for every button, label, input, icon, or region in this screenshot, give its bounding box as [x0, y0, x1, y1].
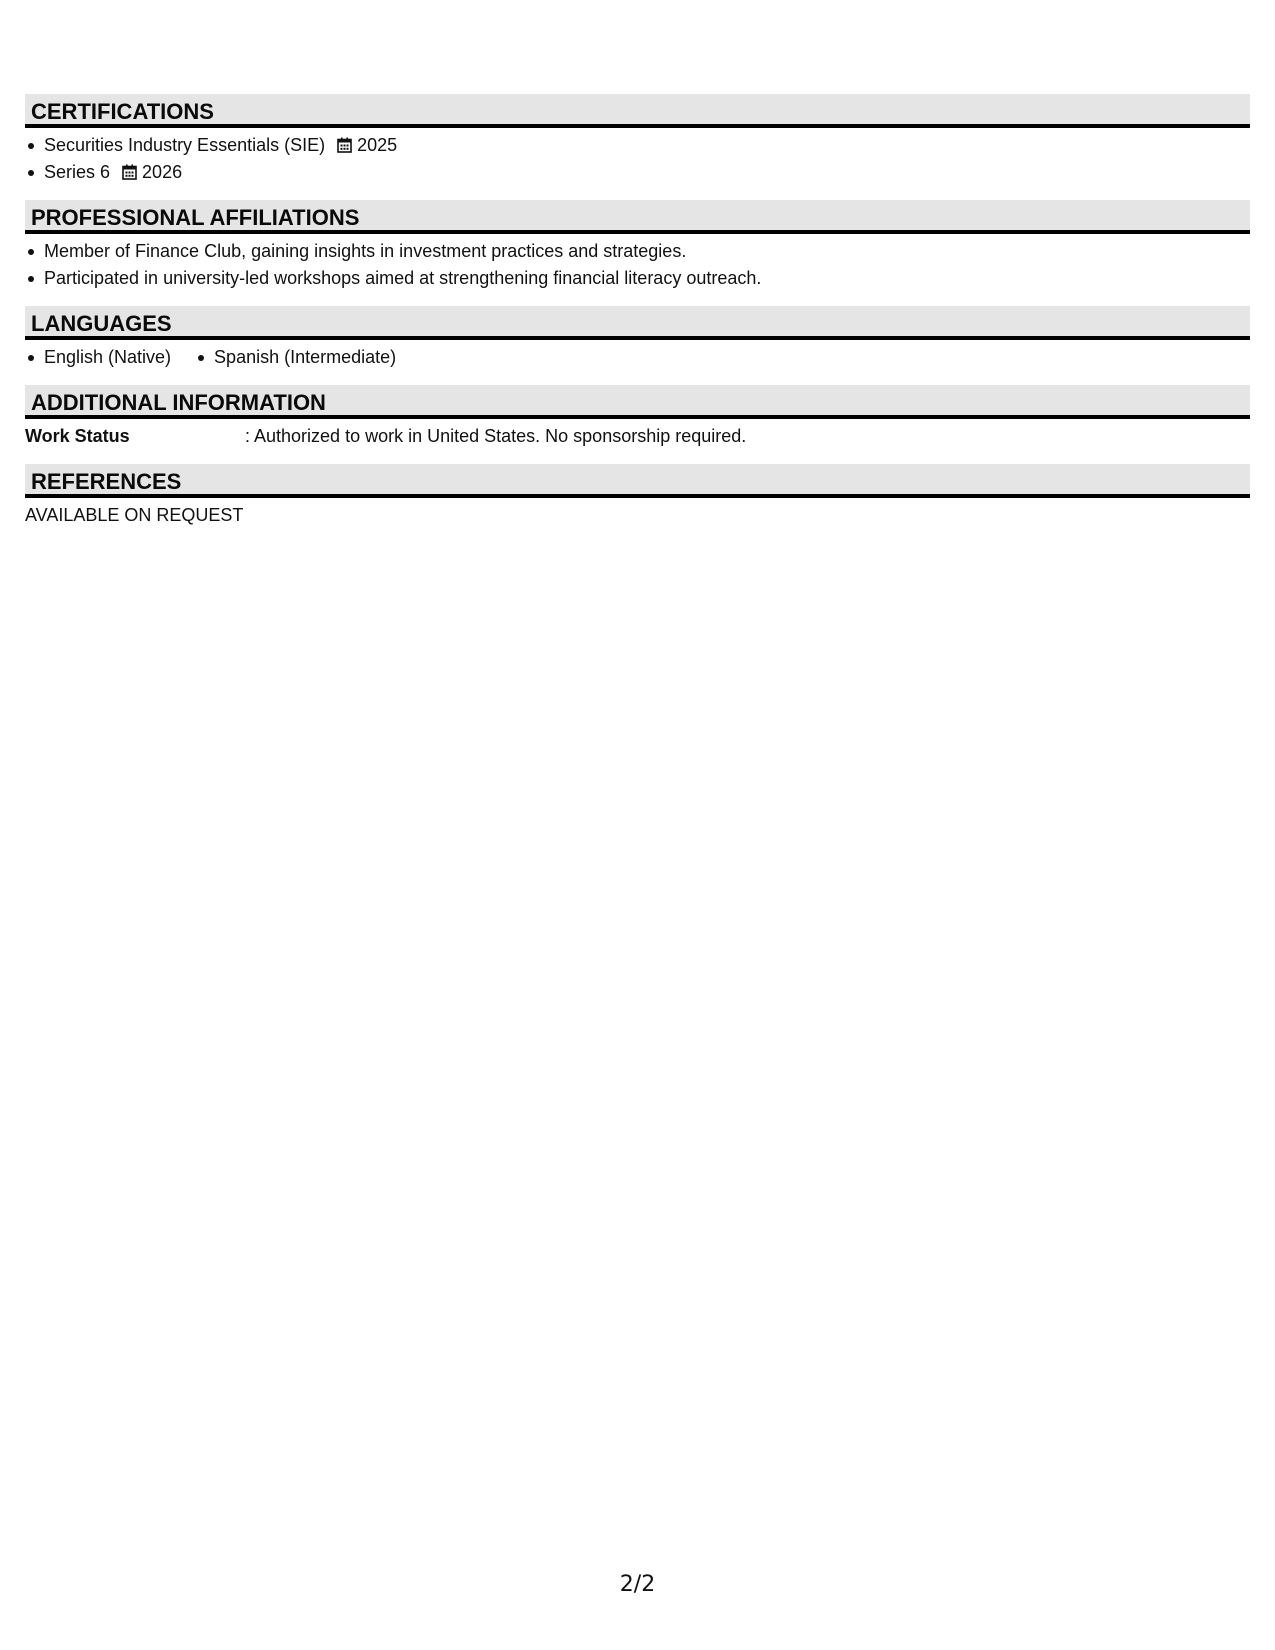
list-item: Spanish (Intermediate) [195, 344, 396, 371]
info-label: Work Status [25, 426, 130, 446]
section-header-languages: LANGUAGES [25, 306, 1250, 340]
affiliations-section [25, 200, 1250, 292]
additional-info-section [25, 385, 1250, 450]
certifications-list [25, 132, 1250, 186]
affiliations-list [25, 238, 1250, 292]
references-text: AVAILABLE ON REQUEST [25, 505, 244, 525]
calendar-icon [337, 137, 352, 153]
list-item: Participated in university-led workshops aimed at strengthening financial literacy outreach. [25, 265, 1250, 292]
certification-year: 2026 [142, 162, 183, 182]
certification-name: Securities Industry Essentials (SIE) [44, 135, 326, 155]
list-item [25, 159, 1250, 186]
languages-list [25, 344, 1250, 371]
section-header-affiliations: PROFESSIONAL AFFILIATIONS [25, 200, 1250, 234]
section-header-certifications: CERTIFICATIONS [25, 94, 1250, 128]
calendar-icon [122, 164, 137, 180]
info-row-work-status [25, 423, 1250, 450]
page-number: 2/2 [619, 1572, 656, 1597]
certifications-section [25, 94, 1250, 186]
section-header-references: REFERENCES [25, 464, 1250, 498]
list-item [25, 132, 1250, 159]
resume-page [25, 94, 1250, 543]
info-value: : Authorized to work in United States. No sponsorship required. [245, 426, 747, 446]
certification-year: 2025 [357, 135, 398, 155]
certification-name: Series 6 [44, 162, 111, 182]
section-header-additional-info: ADDITIONAL INFORMATION [25, 385, 1250, 419]
references-section [25, 464, 1250, 529]
languages-section [25, 306, 1250, 371]
list-item: Member of Finance Club, gaining insights in investment practices and strategies. [25, 238, 1250, 265]
list-item: English (Native) [25, 344, 171, 371]
